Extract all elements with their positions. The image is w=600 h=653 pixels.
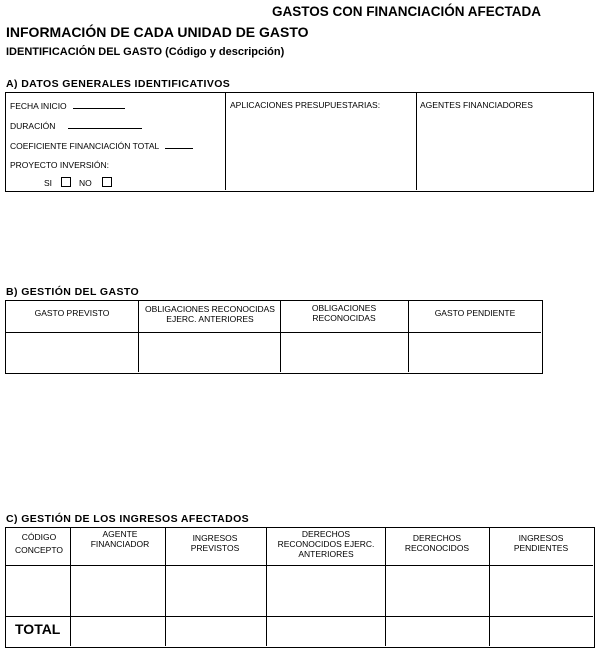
coeficiente-blank[interactable] xyxy=(165,140,193,149)
coeficiente-field[interactable] xyxy=(10,140,193,151)
derechos-ejerc-anteriores-cell[interactable] xyxy=(267,566,385,616)
section-a-divider-1 xyxy=(225,93,226,190)
section-a-title: A) DATOS GENERALES IDENTIFICATIVOS xyxy=(6,78,231,90)
form-subtitle: IDENTIFICACIÓN DEL GASTO (Código y descripción) xyxy=(6,46,285,58)
section-b-table xyxy=(5,300,543,374)
col-ingresos-previstos: INGRESOS PREVISTOS xyxy=(190,533,240,553)
col-ingresos-pendientes: INGRESOS PENDIENTES xyxy=(513,533,569,553)
section-a-box xyxy=(5,92,594,192)
no-label: NO xyxy=(79,178,92,188)
ingresos-previstos-cell[interactable] xyxy=(166,566,266,616)
derechos-reconocidos-cell[interactable] xyxy=(386,566,489,616)
aplicaciones-label: APLICACIONES PRESUPUESTARIAS: xyxy=(230,100,381,110)
section-c-total-rule xyxy=(6,616,593,617)
proyecto-inversion-label: PROYECTO INVERSIÓN: xyxy=(10,160,110,170)
obligaciones-ejerc-anteriores-cell[interactable] xyxy=(139,333,280,372)
col-gasto-pendiente: GASTO PENDIENTE xyxy=(434,308,516,318)
form-main-title: INFORMACIÓN DE CADA UNIDAD DE GASTO xyxy=(6,24,309,40)
total-label: TOTAL xyxy=(15,621,61,637)
duracion-field[interactable] xyxy=(10,120,142,131)
section-a-divider-2 xyxy=(416,93,417,190)
agentes-label: AGENTES FINANCIADORES xyxy=(420,100,533,110)
col-obligaciones-reconocidas: OBLIGACIONES RECONOCIDAS xyxy=(311,303,377,323)
gasto-previsto-cell[interactable] xyxy=(6,333,138,372)
ingresos-pendientes-cell[interactable] xyxy=(490,566,593,616)
codigo-concepto-cell[interactable] xyxy=(6,566,70,616)
col-derechos-ejerc-anteriores: DERECHOS RECONOCIDOS EJERC. ANTERIORES xyxy=(277,529,375,559)
section-b-title: B) GESTIÓN DEL GASTO xyxy=(6,286,140,298)
form-top-title: GASTOS CON FINANCIACIÓN AFECTADA xyxy=(272,4,541,19)
si-label: SI xyxy=(44,178,53,188)
col-gasto-previsto: GASTO PREVISTO xyxy=(34,308,110,318)
coeficiente-label: COEFICIENTE FINANCIACIÓN TOTAL xyxy=(10,141,160,151)
duracion-label: DURACIÓN xyxy=(10,121,56,131)
fecha-inicio-field[interactable] xyxy=(10,100,125,111)
no-checkbox[interactable] xyxy=(102,177,112,187)
col-agente-financiador: AGENTE FINANCIADOR xyxy=(90,529,150,549)
fecha-inicio-label: FECHA INICIO xyxy=(10,101,67,111)
section-c-title: C) GESTIÓN DE LOS INGRESOS AFECTADOS xyxy=(6,513,250,525)
duracion-blank[interactable] xyxy=(68,120,142,129)
col-obligaciones-ejerc-anteriores: OBLIGACIONES RECONOCIDAS EJERC. ANTERIORES xyxy=(145,304,275,324)
obligaciones-reconocidas-cell[interactable] xyxy=(281,333,408,372)
col-codigo-concepto: CÓDIGO CONCEPTO xyxy=(14,532,64,555)
fecha-inicio-blank[interactable] xyxy=(73,100,125,109)
col-derechos-reconocidos: DERECHOS RECONOCIDOS xyxy=(404,533,470,553)
si-checkbox[interactable] xyxy=(61,177,71,187)
gasto-pendiente-cell[interactable] xyxy=(409,333,541,372)
agente-financiador-cell[interactable] xyxy=(71,566,165,616)
section-c-table xyxy=(5,527,595,648)
